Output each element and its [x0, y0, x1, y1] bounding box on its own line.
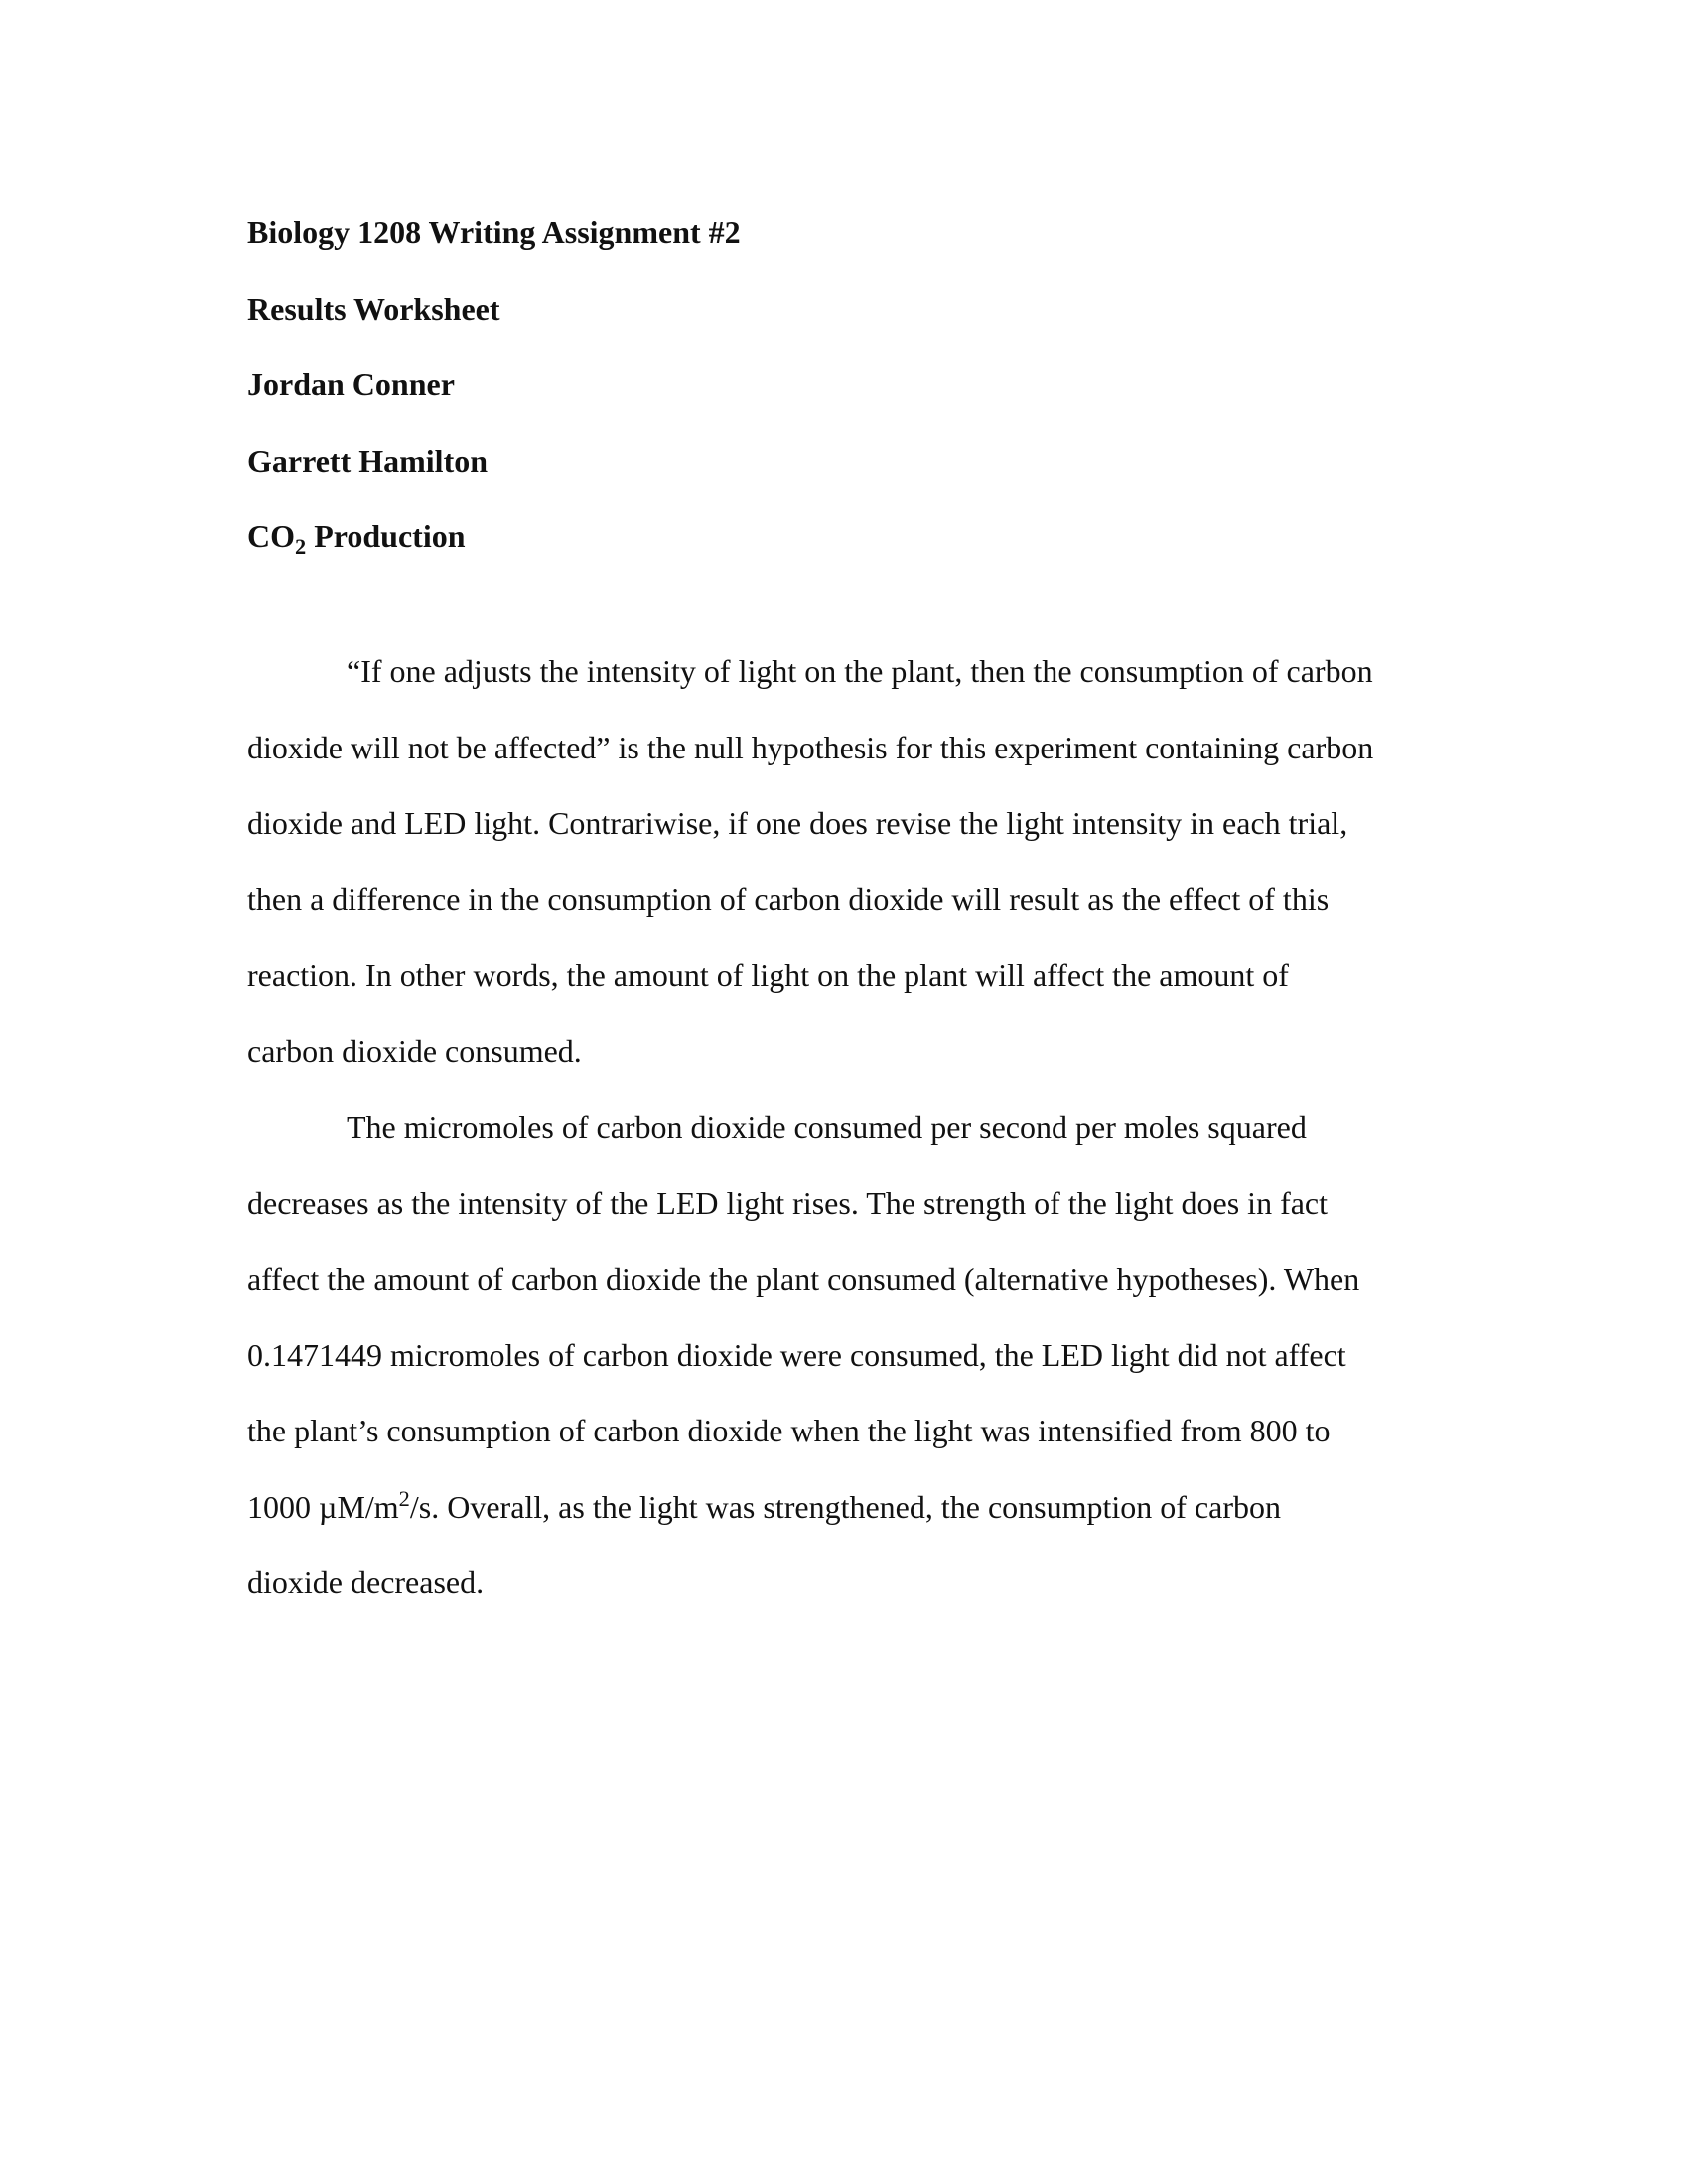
paragraph-line: 0.1471449 micromoles of carbon dioxide were consumed, the LED light did not affect: [247, 1336, 1346, 1373]
paragraph-line: The micromoles of carbon dioxide consumed per second per moles squared: [347, 1109, 1307, 1145]
topic-suffix: Production: [306, 518, 466, 554]
worksheet-title: Results Worksheet: [247, 290, 500, 327]
paragraph-line: reaction. In other words, the amount of light on the plant will affect the amount of: [247, 957, 1289, 993]
paragraph-line: then a difference in the consumption of carbon dioxide will result as the effect of this: [247, 881, 1330, 917]
paragraph-line: dioxide will not be affected” is the null hypothesis for this experiment containing carbon: [247, 729, 1374, 765]
paragraph-line: the plant’s consumption of carbon dioxide when the light was intensified from 800 to: [247, 1413, 1331, 1448]
paragraph-line: decreases as the intensity of the LED light rises. The strength of the light does in fact: [247, 1184, 1329, 1221]
paragraph-line: dioxide decreased.: [247, 1565, 485, 1600]
document-body: [247, 633, 1441, 1621]
unit-superscript: 2: [398, 1486, 410, 1512]
paragraph-null-hypothesis: [247, 633, 1441, 1089]
author-name: Jordan Conner: [247, 366, 455, 402]
document-header: [247, 195, 1439, 575]
unit-after: /s. Overall, as the light was strengthened, the consumption of carbon: [409, 1488, 1281, 1525]
course-title: Biology 1208 Writing Assignment #2: [247, 214, 741, 250]
paragraph-line: carbon dioxide consumed.: [247, 1032, 582, 1069]
author-name: Garrett Hamilton: [247, 442, 489, 478]
topic-title: [247, 498, 1439, 575]
unit-before: 1000 µM/m: [247, 1488, 399, 1525]
paragraph-results: [247, 1089, 1441, 1621]
topic-subscript: 2: [295, 533, 307, 559]
paragraph-line: “If one adjusts the intensity of light on the plant, then the consumption of carbon: [347, 653, 1373, 689]
paragraph-line: dioxide and LED light. Contrariwise, if one does revise the light intensity in each trial,: [247, 805, 1348, 841]
topic-prefix: CO: [247, 518, 295, 554]
paragraph-line: affect the amount of carbon dioxide the plant consumed (alternative hypotheses). When: [247, 1261, 1360, 1297]
paragraph-line-unit: [247, 1469, 1441, 1546]
